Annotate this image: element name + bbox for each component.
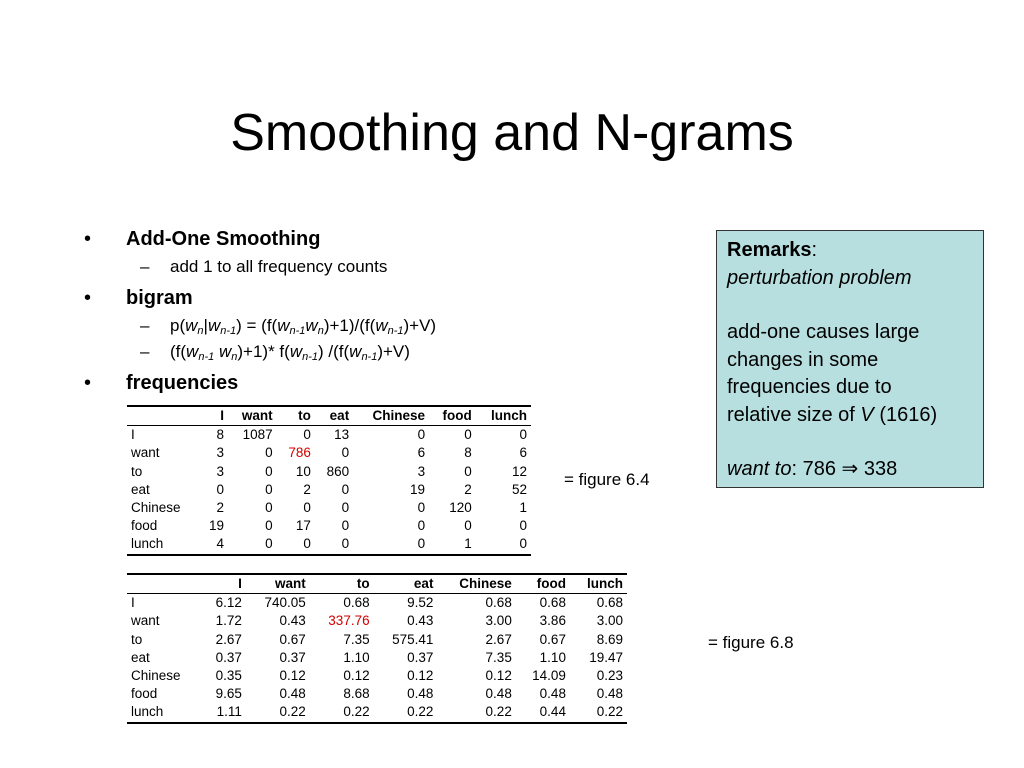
table-cell: 6 bbox=[519, 445, 527, 461]
table-cell: 0 bbox=[265, 481, 273, 497]
remarks-box bbox=[716, 230, 984, 488]
dash-icon: – bbox=[140, 257, 150, 276]
remarks-want-to: want to bbox=[727, 458, 792, 480]
table-cell: 0.48 bbox=[596, 686, 623, 702]
table-cell: 19.47 bbox=[589, 649, 623, 665]
dash-icon: – bbox=[140, 342, 150, 361]
table-cell: 0.44 bbox=[516, 703, 570, 722]
table-cell: 0 bbox=[417, 500, 426, 516]
remarks-heading: Remarks bbox=[727, 239, 812, 261]
table-row bbox=[127, 667, 627, 685]
table-cell: 13 bbox=[334, 427, 350, 443]
bigram-count-table bbox=[127, 405, 531, 556]
table-cell: 14.09 bbox=[532, 668, 566, 684]
figure-6-4-caption: = figure 6.4 bbox=[564, 470, 650, 489]
table-cell: 0.23 bbox=[596, 668, 623, 684]
column-header: I bbox=[199, 406, 228, 426]
table-row bbox=[127, 499, 531, 517]
table-row bbox=[127, 649, 627, 667]
remarks-line-4: relative size of bbox=[727, 403, 855, 426]
table-cell: 3 bbox=[216, 445, 225, 461]
table-cell: 1087 bbox=[242, 427, 273, 443]
table-cell: 120 bbox=[449, 500, 472, 516]
table-cell: 337.76 bbox=[328, 613, 370, 629]
bullet-add-one bbox=[84, 224, 684, 254]
remarks-change: : 786 ⇒ 338 bbox=[791, 458, 898, 480]
table-cell: 0.37 bbox=[215, 649, 242, 665]
row-label: to bbox=[131, 631, 143, 647]
column-header: eat bbox=[315, 406, 353, 426]
table-cell: 7.35 bbox=[343, 631, 370, 647]
bullet-bigram-text: bigram bbox=[126, 287, 193, 309]
table-cell: 7.35 bbox=[485, 649, 512, 665]
column-header: Chinese bbox=[353, 406, 429, 426]
table-cell: 860 bbox=[326, 463, 350, 479]
table-cell: 4 bbox=[199, 535, 228, 554]
table-cell: 1 bbox=[429, 535, 476, 554]
table-cell: 0.68 bbox=[343, 595, 370, 611]
bullet-frequencies-text: frequencies bbox=[126, 372, 239, 394]
table-cell: 2.67 bbox=[485, 631, 512, 647]
table-cell: 1.10 bbox=[343, 649, 370, 665]
table-cell: 0.22 bbox=[374, 703, 438, 722]
table-cell: 0.35 bbox=[215, 668, 242, 684]
table-row bbox=[127, 612, 627, 630]
table-cell: 0.12 bbox=[485, 668, 512, 684]
table-cell: 1.11 bbox=[202, 703, 246, 722]
table-cell: 2.67 bbox=[215, 631, 242, 647]
column-header: I bbox=[202, 574, 246, 594]
table-cell: 0 bbox=[341, 445, 350, 461]
table-cell: 0.12 bbox=[343, 668, 370, 684]
table-cell: 1 bbox=[519, 500, 527, 516]
column-header: eat bbox=[374, 574, 438, 594]
table-row bbox=[127, 594, 627, 613]
column-header bbox=[127, 406, 199, 426]
row-label: lunch bbox=[127, 703, 202, 722]
column-header: to bbox=[310, 574, 374, 594]
table-cell: 0.22 bbox=[437, 703, 515, 722]
table-cell: 0 bbox=[464, 518, 472, 534]
table-cell: 9.65 bbox=[215, 686, 242, 702]
column-header bbox=[127, 574, 202, 594]
column-header: to bbox=[277, 406, 315, 426]
table-cell: 0.48 bbox=[407, 686, 434, 702]
table-cell: 0 bbox=[228, 535, 277, 554]
table-row bbox=[127, 685, 627, 703]
table-cell: 10 bbox=[295, 463, 311, 479]
table-cell: 575.41 bbox=[392, 631, 434, 647]
table-row bbox=[127, 481, 531, 499]
table-cell: 0 bbox=[417, 518, 426, 534]
remarks-count: (1616) bbox=[879, 403, 938, 426]
table-cell: 3 bbox=[216, 463, 225, 479]
row-label: food bbox=[131, 518, 158, 534]
table-cell: 0 bbox=[216, 481, 225, 497]
remarks-problem: perturbation problem bbox=[727, 266, 912, 289]
slide-title: Smoothing and N-grams bbox=[230, 104, 794, 162]
table-cell: 0 bbox=[265, 463, 273, 479]
dash-icon: – bbox=[140, 316, 150, 335]
column-header: Chinese bbox=[437, 574, 515, 594]
table-cell: 8.69 bbox=[596, 631, 623, 647]
table-cell: 0.67 bbox=[539, 631, 566, 647]
bullet-icon: • bbox=[84, 228, 92, 250]
table-cell: 6 bbox=[417, 445, 426, 461]
row-label: I bbox=[131, 595, 135, 611]
table-cell: 786 bbox=[288, 445, 311, 461]
bullet-list bbox=[84, 224, 684, 398]
table-cell: 0 bbox=[341, 518, 350, 534]
table-cell: 0.12 bbox=[407, 668, 434, 684]
table-cell: 0.68 bbox=[539, 595, 566, 611]
table-cell: 0.48 bbox=[485, 686, 512, 702]
table-cell: 0 bbox=[315, 535, 353, 554]
smoothed-count-table bbox=[127, 573, 627, 724]
table-cell: 0.37 bbox=[407, 649, 434, 665]
table-cell: 2 bbox=[216, 500, 225, 516]
table-cell: 3 bbox=[417, 463, 426, 479]
bullet-icon: • bbox=[84, 372, 92, 394]
table-cell: 52 bbox=[511, 481, 527, 497]
figure-6-8-caption: = figure 6.8 bbox=[708, 633, 794, 652]
remarks-line-2: changes in some bbox=[727, 348, 879, 371]
table-cell: 1.10 bbox=[539, 649, 566, 665]
table-row bbox=[127, 517, 531, 535]
table-cell: 0.68 bbox=[485, 595, 512, 611]
bullet-add-one-text: Add-One Smoothing bbox=[126, 228, 321, 250]
table-cell: 0.22 bbox=[246, 703, 310, 722]
bullet-frequencies bbox=[84, 368, 684, 398]
bullet-icon: • bbox=[84, 287, 92, 309]
table-header-row bbox=[127, 406, 531, 426]
table-cell: 740.05 bbox=[264, 595, 306, 611]
row-label: want bbox=[131, 613, 160, 629]
table-cell: 3.00 bbox=[485, 613, 512, 629]
table-row bbox=[127, 463, 531, 481]
table-row bbox=[127, 426, 531, 445]
table-cell: 12 bbox=[511, 463, 527, 479]
row-label: Chinese bbox=[131, 668, 181, 684]
table-cell: 0 bbox=[519, 427, 527, 443]
table-cell: 0 bbox=[303, 427, 311, 443]
remarks-line-3: frequencies due to bbox=[727, 376, 892, 398]
table-cell: 0.48 bbox=[279, 686, 306, 702]
table-cell: 0.48 bbox=[539, 686, 566, 702]
table-header-row bbox=[127, 574, 627, 594]
table-cell: 0.43 bbox=[407, 613, 434, 629]
table-cell: 0 bbox=[341, 481, 350, 497]
table-cell: 0.22 bbox=[310, 703, 374, 722]
table-row bbox=[127, 631, 627, 649]
table-cell: 0 bbox=[341, 500, 350, 516]
table-cell: 1.72 bbox=[215, 613, 242, 629]
remarks-colon: : bbox=[811, 239, 818, 261]
table-cell: 3.00 bbox=[596, 613, 623, 629]
table-cell: 19 bbox=[410, 481, 426, 497]
table-cell: 0 bbox=[277, 535, 315, 554]
sub-bullet-add-one bbox=[84, 254, 684, 280]
table-cell: 19 bbox=[208, 518, 225, 534]
row-label: lunch bbox=[127, 535, 199, 554]
sub-bullet-add-one-text: add 1 to all frequency counts bbox=[170, 257, 388, 276]
table-cell: 0 bbox=[353, 535, 429, 554]
column-header: food bbox=[516, 574, 570, 594]
formula-1 bbox=[84, 313, 684, 339]
table-cell: 0 bbox=[303, 500, 311, 516]
table-cell: 2 bbox=[464, 481, 472, 497]
table-cell: 0 bbox=[464, 427, 472, 443]
row-label: to bbox=[131, 463, 143, 479]
table-row bbox=[127, 444, 531, 462]
row-label: eat bbox=[131, 481, 150, 497]
formula-2-text: ($f(w_{n-1}$ $w_n)+1)*$ $f(w_{n-1})$ $/(f(w_{n-1})+V)$ bbox=[170, 342, 410, 363]
row-label: want bbox=[131, 445, 160, 461]
table-cell: 8 bbox=[216, 427, 225, 443]
row-label: Chinese bbox=[131, 500, 181, 516]
column-header: lunch bbox=[476, 406, 531, 426]
remarks-line-1: add-one causes large bbox=[727, 321, 920, 343]
table-cell: 3.86 bbox=[539, 613, 566, 629]
table-cell: 0.12 bbox=[279, 668, 306, 684]
formula-1-text: $p(w_n|w_{n-1}) = (f(w_{n-1}w_n)+1)/(f(w_{n-1})+V)$ bbox=[170, 316, 437, 337]
column-header: want bbox=[246, 574, 310, 594]
table-row bbox=[127, 703, 627, 722]
table-cell: 8.68 bbox=[343, 686, 370, 702]
remarks-v: V bbox=[860, 403, 874, 426]
table-cell: 0 bbox=[464, 463, 472, 479]
table-cell: 0 bbox=[417, 427, 426, 443]
column-header: want bbox=[228, 406, 277, 426]
table-cell: 0.37 bbox=[279, 649, 306, 665]
formula-2 bbox=[84, 339, 684, 365]
table-row bbox=[127, 535, 531, 554]
table-cell: 0 bbox=[265, 445, 273, 461]
table-cell: 0.43 bbox=[279, 613, 306, 629]
table-cell: 2 bbox=[303, 481, 311, 497]
table-cell: 0 bbox=[265, 500, 273, 516]
table-cell: 0 bbox=[265, 518, 273, 534]
table-cell: 9.52 bbox=[407, 595, 434, 611]
column-header: lunch bbox=[570, 574, 627, 594]
table-cell: 0.22 bbox=[570, 703, 627, 722]
row-label: I bbox=[131, 427, 135, 443]
table-cell: 6.12 bbox=[215, 595, 242, 611]
table-cell: 0.68 bbox=[596, 595, 623, 611]
table-cell: 8 bbox=[464, 445, 472, 461]
table-cell: 0.67 bbox=[279, 631, 306, 647]
bullet-bigram bbox=[84, 283, 684, 313]
table-cell: 17 bbox=[295, 518, 311, 534]
column-header: food bbox=[429, 406, 476, 426]
row-label: eat bbox=[131, 649, 150, 665]
table-cell: 0 bbox=[519, 518, 527, 534]
table-cell: 0 bbox=[476, 535, 531, 554]
row-label: food bbox=[131, 686, 158, 702]
